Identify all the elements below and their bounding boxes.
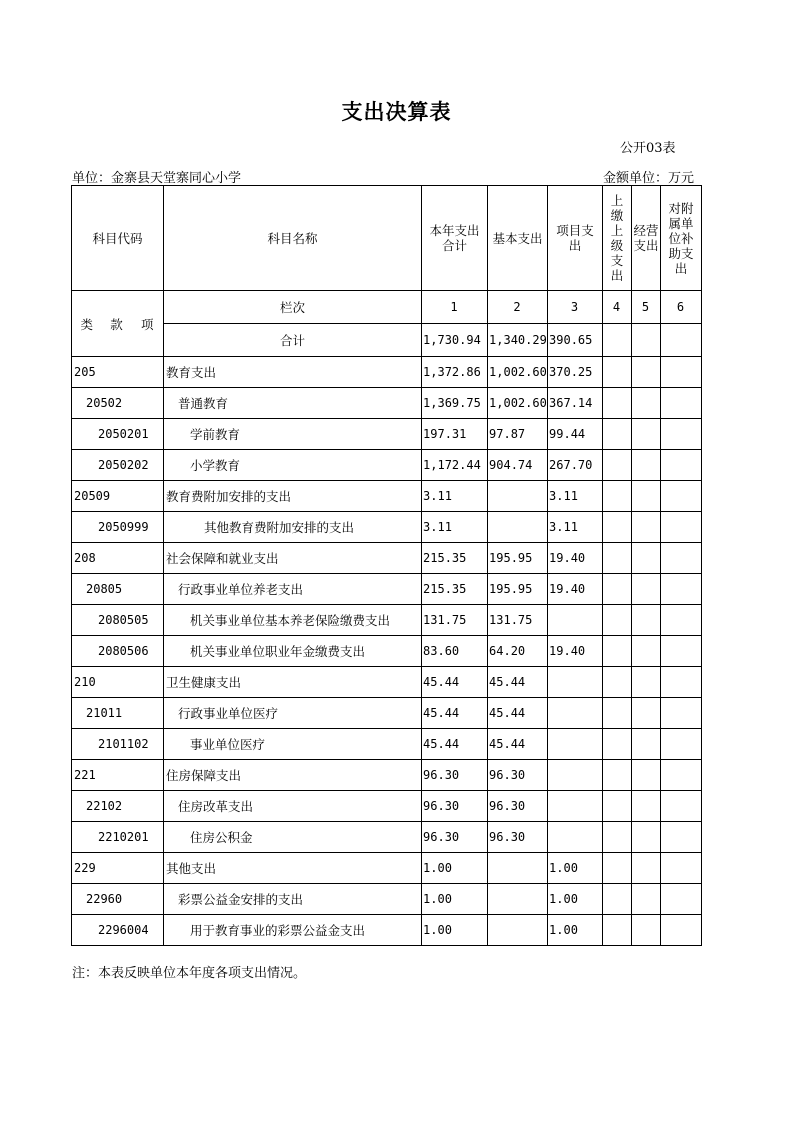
- row-business: [632, 791, 661, 822]
- row-upper: [603, 605, 632, 636]
- row-total: 96.30: [422, 822, 488, 853]
- subject-code: 210: [72, 667, 164, 698]
- row-total: 45.44: [422, 667, 488, 698]
- row-basic: [488, 481, 548, 512]
- row-project: 1.00: [548, 853, 603, 884]
- row-business: [632, 450, 661, 481]
- row-basic: 45.44: [488, 729, 548, 760]
- subject-code: 2210201: [72, 822, 164, 853]
- total-basic: 1,340.29: [488, 324, 548, 357]
- row-basic: 96.30: [488, 791, 548, 822]
- row-subsidy: [661, 791, 702, 822]
- table-row: [72, 884, 702, 915]
- row-business: [632, 574, 661, 605]
- form-number: 公开03表: [620, 141, 676, 156]
- subject-code: 21011: [72, 698, 164, 729]
- subject-code: 2050999: [72, 512, 164, 543]
- row-upper: [603, 915, 632, 946]
- subject-name: 教育支出: [164, 357, 422, 388]
- unit-label: 单位：金寨县天堂寨同心小学: [72, 171, 242, 186]
- header-kuan: 款: [102, 291, 132, 357]
- row-upper: [603, 388, 632, 419]
- row-basic: 96.30: [488, 822, 548, 853]
- row-total: 1.00: [422, 915, 488, 946]
- row-project: [548, 729, 603, 760]
- total-label: 合计: [164, 324, 422, 357]
- header-business: 经营支出: [632, 186, 661, 291]
- row-basic: [488, 853, 548, 884]
- row-upper: [603, 543, 632, 574]
- header-project: 项目支出: [548, 186, 603, 291]
- row-subsidy: [661, 512, 702, 543]
- subject-code: 205: [72, 357, 164, 388]
- row-subsidy: [661, 636, 702, 667]
- row-upper: [603, 450, 632, 481]
- row-subsidy: [661, 729, 702, 760]
- row-business: [632, 760, 661, 791]
- subject-code: 229: [72, 853, 164, 884]
- footnote: 注：本表反映单位本年度各项支出情况。: [72, 966, 307, 981]
- row-upper: [603, 419, 632, 450]
- row-project: 367.14: [548, 388, 603, 419]
- subject-code: 2050201: [72, 419, 164, 450]
- row-business: [632, 667, 661, 698]
- row-business: [632, 512, 661, 543]
- row-business: [632, 481, 661, 512]
- row-basic: 1,002.60: [488, 357, 548, 388]
- row-upper: [603, 760, 632, 791]
- row-total: 1,372.86: [422, 357, 488, 388]
- table-row: [72, 574, 702, 605]
- subject-name: 学前教育: [164, 419, 422, 450]
- row-project: 1.00: [548, 915, 603, 946]
- row-total: 131.75: [422, 605, 488, 636]
- row-basic: [488, 512, 548, 543]
- total-row: [72, 324, 702, 357]
- subject-code: 20805: [72, 574, 164, 605]
- header-code: 科目代码: [72, 186, 164, 291]
- col-num-1: 1: [422, 291, 488, 324]
- row-upper: [603, 729, 632, 760]
- table-row: [72, 915, 702, 946]
- subject-code: 22960: [72, 884, 164, 915]
- row-total: 83.60: [422, 636, 488, 667]
- subject-code: 208: [72, 543, 164, 574]
- row-upper: [603, 481, 632, 512]
- table-row: [72, 822, 702, 853]
- table-row: [72, 605, 702, 636]
- total-subsidy: [661, 324, 702, 357]
- row-basic: 45.44: [488, 698, 548, 729]
- col-num-6: 6: [661, 291, 702, 324]
- row-upper: [603, 636, 632, 667]
- subject-name: 其他教育费附加安排的支出: [164, 512, 422, 543]
- row-subsidy: [661, 853, 702, 884]
- row-upper: [603, 853, 632, 884]
- page-title: 支出决算表: [341, 99, 452, 124]
- header-name: 科目名称: [164, 186, 422, 291]
- row-subsidy: [661, 884, 702, 915]
- subject-code: 2080505: [72, 605, 164, 636]
- subject-code: 20509: [72, 481, 164, 512]
- header-basic: 基本支出: [488, 186, 548, 291]
- amount-unit-label: 金额单位：万元: [603, 171, 695, 186]
- col-num-4: 4: [603, 291, 632, 324]
- subject-name: 住房公积金: [164, 822, 422, 853]
- row-project: 19.40: [548, 636, 603, 667]
- subject-name: 行政事业单位医疗: [164, 698, 422, 729]
- row-project: 3.11: [548, 512, 603, 543]
- row-basic: [488, 884, 548, 915]
- row-subsidy: [661, 822, 702, 853]
- row-business: [632, 729, 661, 760]
- row-business: [632, 605, 661, 636]
- row-project: [548, 698, 603, 729]
- row-subsidy: [661, 698, 702, 729]
- row-business: [632, 419, 661, 450]
- row-basic: [488, 915, 548, 946]
- table-row: [72, 729, 702, 760]
- row-project: 1.00: [548, 884, 603, 915]
- row-project: 370.25: [548, 357, 603, 388]
- subject-code: 2080506: [72, 636, 164, 667]
- row-business: [632, 636, 661, 667]
- table-row: [72, 543, 702, 574]
- table-row: [72, 698, 702, 729]
- row-upper: [603, 667, 632, 698]
- row-business: [632, 915, 661, 946]
- row-total: 1,172.44: [422, 450, 488, 481]
- col-num-5: 5: [632, 291, 661, 324]
- header-upper: 上缴上级支出: [603, 186, 632, 291]
- total-project: 390.65: [548, 324, 603, 357]
- row-basic: 1,002.60: [488, 388, 548, 419]
- row-basic: 904.74: [488, 450, 548, 481]
- total-value: 1,730.94: [422, 324, 488, 357]
- row-upper: [603, 884, 632, 915]
- row-total: 45.44: [422, 729, 488, 760]
- subject-name: 社会保障和就业支出: [164, 543, 422, 574]
- header-row: [72, 186, 702, 291]
- row-subsidy: [661, 388, 702, 419]
- row-basic: 195.95: [488, 574, 548, 605]
- row-basic: 45.44: [488, 667, 548, 698]
- row-project: [548, 822, 603, 853]
- row-total: 96.30: [422, 760, 488, 791]
- table-row: [72, 450, 702, 481]
- row-project: [548, 760, 603, 791]
- row-total: 215.35: [422, 543, 488, 574]
- total-upper: [603, 324, 632, 357]
- expenditure-table: [71, 185, 702, 946]
- row-basic: 96.30: [488, 760, 548, 791]
- table-row: [72, 388, 702, 419]
- row-subsidy: [661, 357, 702, 388]
- row-subsidy: [661, 605, 702, 636]
- row-project: 19.40: [548, 543, 603, 574]
- row-business: [632, 357, 661, 388]
- row-subsidy: [661, 574, 702, 605]
- header-xiang: 项: [132, 291, 164, 357]
- subject-name: 普通教育: [164, 388, 422, 419]
- subject-name: 行政事业单位养老支出: [164, 574, 422, 605]
- subject-name: 机关事业单位基本养老保险缴费支出: [164, 605, 422, 636]
- row-upper: [603, 512, 632, 543]
- row-subsidy: [661, 667, 702, 698]
- row-total: 3.11: [422, 481, 488, 512]
- row-basic: 131.75: [488, 605, 548, 636]
- table-row: [72, 419, 702, 450]
- subject-code: 22102: [72, 791, 164, 822]
- table-row: [72, 512, 702, 543]
- row-total: 197.31: [422, 419, 488, 450]
- table-row: [72, 760, 702, 791]
- row-business: [632, 543, 661, 574]
- subject-name: 用于教育事业的彩票公益金支出: [164, 915, 422, 946]
- row-project: [548, 791, 603, 822]
- table-row: [72, 853, 702, 884]
- subject-name: 事业单位医疗: [164, 729, 422, 760]
- table-row: [72, 357, 702, 388]
- total-business: [632, 324, 661, 357]
- row-total: 45.44: [422, 698, 488, 729]
- row-total: 1.00: [422, 853, 488, 884]
- subject-code: 2296004: [72, 915, 164, 946]
- row-total: 1,369.75: [422, 388, 488, 419]
- table-row: [72, 667, 702, 698]
- subject-name: 其他支出: [164, 853, 422, 884]
- subject-name: 彩票公益金安排的支出: [164, 884, 422, 915]
- column-number-row: [72, 291, 702, 324]
- col-num-3: 3: [548, 291, 603, 324]
- table-row: [72, 481, 702, 512]
- header-lei: 类: [72, 291, 102, 357]
- table-row: [72, 791, 702, 822]
- row-subsidy: [661, 419, 702, 450]
- subject-code: 2050202: [72, 450, 164, 481]
- row-business: [632, 698, 661, 729]
- row-upper: [603, 357, 632, 388]
- row-total: 96.30: [422, 791, 488, 822]
- row-project: 267.70: [548, 450, 603, 481]
- row-upper: [603, 574, 632, 605]
- row-project: 99.44: [548, 419, 603, 450]
- table-row: [72, 636, 702, 667]
- header-total: 本年支出合计: [422, 186, 488, 291]
- subject-code: 2101102: [72, 729, 164, 760]
- subject-name: 住房改革支出: [164, 791, 422, 822]
- row-total: 215.35: [422, 574, 488, 605]
- subject-name: 小学教育: [164, 450, 422, 481]
- row-business: [632, 388, 661, 419]
- row-subsidy: [661, 543, 702, 574]
- row-upper: [603, 791, 632, 822]
- row-subsidy: [661, 760, 702, 791]
- row-subsidy: [661, 915, 702, 946]
- row-total: 3.11: [422, 512, 488, 543]
- subject-name: 卫生健康支出: [164, 667, 422, 698]
- row-basic: 64.20: [488, 636, 548, 667]
- row-business: [632, 853, 661, 884]
- row-upper: [603, 822, 632, 853]
- row-project: [548, 667, 603, 698]
- subject-name: 住房保障支出: [164, 760, 422, 791]
- row-basic: 195.95: [488, 543, 548, 574]
- subject-name: 机关事业单位职业年金缴费支出: [164, 636, 422, 667]
- subject-code: 20502: [72, 388, 164, 419]
- row-subsidy: [661, 450, 702, 481]
- subject-code: 221: [72, 760, 164, 791]
- row-subsidy: [661, 481, 702, 512]
- column-label: 栏次: [164, 291, 422, 324]
- row-business: [632, 884, 661, 915]
- col-num-2: 2: [488, 291, 548, 324]
- row-project: 19.40: [548, 574, 603, 605]
- row-project: 3.11: [548, 481, 603, 512]
- subject-name: 教育费附加安排的支出: [164, 481, 422, 512]
- row-business: [632, 822, 661, 853]
- row-basic: 97.87: [488, 419, 548, 450]
- row-project: [548, 605, 603, 636]
- row-upper: [603, 698, 632, 729]
- header-subsidy: 对附属单位补助支出: [661, 186, 702, 291]
- row-total: 1.00: [422, 884, 488, 915]
